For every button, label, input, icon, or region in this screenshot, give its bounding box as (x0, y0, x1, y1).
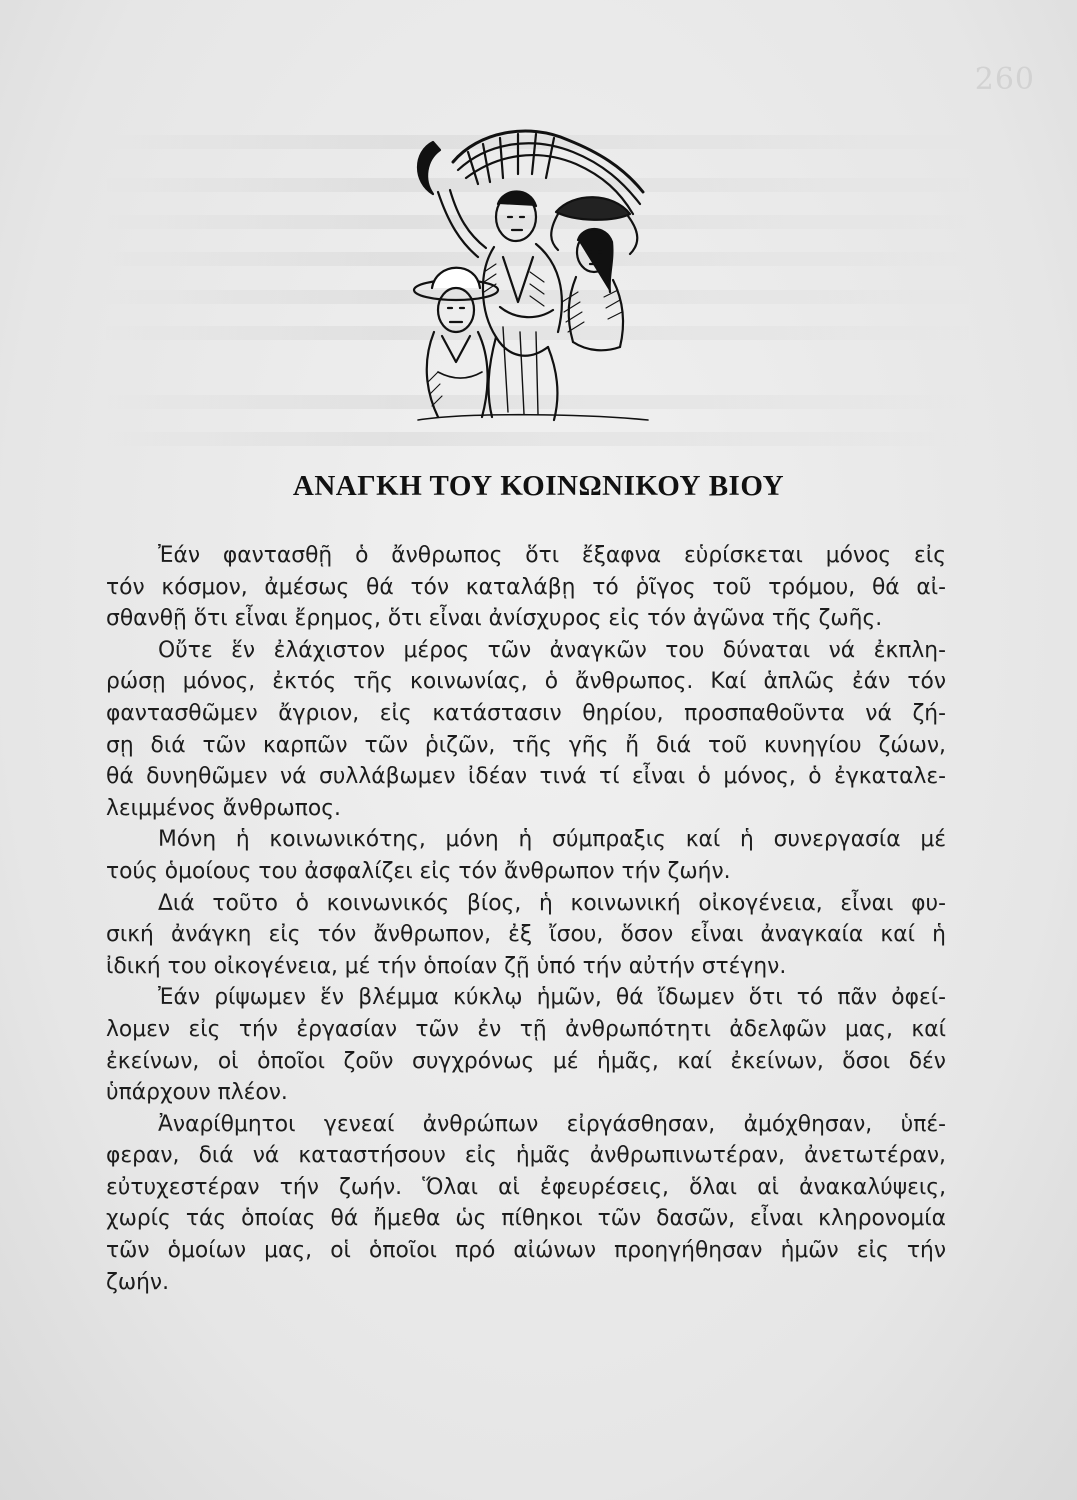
text-line: σῃ διά τῶν καρπῶν τῶν ῥιζῶν, τῆς γῆς ἤ διά τοῦ κυνηγίου ζώων, (106, 732, 946, 758)
text-line: εὐτυχεστέραν τήν ζωήν. Ὅλαι αἱ ἐφευρέσεις, ὅλαι αἱ ἀνακαλύψεις, (106, 1174, 946, 1200)
page-title: ΑΝΑΓΚΗ ΤΟΥ ΚΟΙΝΩΝΙΚΟΥ ΒΙΟΥ (292, 470, 785, 502)
text-line: Ἐάν ρίψωμεν ἕν βλέμμα κύκλῳ ἡμῶν, θά ἴδωμεν ὅτι τό πᾶν ὀφεί- (158, 985, 946, 1011)
body-text (106, 540, 946, 1298)
text-line: φαντασθῶμεν ἄγριον, εἰς κατάστασιν θηρίου, προσπαθοῦντα νά ζή- (106, 700, 946, 726)
text-line: τῶν ὁμοίων μας, οἱ ὁποῖοι πρό αἰώνων προηγήθησαν ἡμῶν εἰς τήν (106, 1238, 946, 1264)
text-line: ἰδική του οἰκογένεια, μέ τήν ὁποίαν ζῇ ὑπό τήν αὐτήν στέγην. (106, 953, 787, 979)
paragraph (106, 540, 946, 635)
text-line: Ἀναρίθμητοι γενεαί ἀνθρώπων εἰργάσθησαν, ἀμόχθησαν, ὑπέ- (158, 1111, 946, 1137)
paragraph (106, 1109, 946, 1299)
paragraph (106, 888, 946, 983)
page-number: 260 (974, 62, 1035, 97)
paragraph (106, 635, 946, 825)
text-line: τούς ὁμοίους του ἀσφαλίζει εἰς τόν ἄνθρωπον τήν ζωήν. (106, 858, 731, 884)
bleed-through-line (100, 432, 980, 446)
text-line: Οὔτε ἕν ἐλάχιστον μέρος τῶν ἀναγκῶν του δύναται νά ἐκπλη- (158, 637, 946, 663)
paragraph (106, 982, 946, 1108)
woodcut-harvest-workers-icon (408, 122, 653, 422)
text-line: λειμμένος ἄνθρωπος. (106, 795, 341, 821)
text-line: σική ἀνάγκη εἰς τόν ἄνθρωπον, ἐξ ἴσου, ὅσον εἶναι ἀναγκαία καί ἡ (106, 922, 946, 948)
text-line: φεραν, διά νά καταστήσουν εἰς ἡμᾶς ἀνθρωπινωτέραν, ἀνετωτέραν, (106, 1143, 946, 1169)
text-line: ζωήν. (106, 1269, 170, 1295)
text-line: ρώσῃ μόνος, ἐκτός τῆς κοινωνίας, ὁ ἄνθρωπος. Καί ἁπλῶς ἐάν τόν (106, 669, 946, 695)
text-line: χωρίς τάς ὁποίας θά ἤμεθα ὡς πίθηκοι τῶν δασῶν, εἶναι κληρονομία (106, 1206, 946, 1232)
paragraph (106, 824, 946, 887)
text-line: τόν κόσμον, ἀμέσως θά τόν καταλάβῃ τό ῥῖγος τοῦ τρόμου, θά αἰ- (106, 574, 946, 600)
text-line: Ἐάν φαντασθῇ ὁ ἄνθρωπος ὅτι ἔξαφνα εὑρίσκεται μόνος εἰς (158, 543, 946, 568)
text-line: ἐκείνων, οἱ ὁποῖοι ζοῦν συγχρόνως μέ ἡμᾶς, καί ἐκείνων, ὅσοι δέν (106, 1048, 946, 1074)
text-line: Μόνη ἡ κοινωνικότης, μόνη ἡ σύμπραξις καί ἡ συνεργασία μέ (158, 827, 946, 853)
text-line: σθανθῇ ὅτι εἶναι ἔρημος, ὅτι εἶναι ἀνίσχυρος εἰς τόν ἀγῶνα τῆς ζωῆς. (106, 606, 883, 632)
text-line: Διά τοῦτο ὁ κοινωνικός βίος, ἡ κοινωνική οἰκογένεια, εἶναι φυ- (158, 890, 946, 916)
text-line: λομεν εἰς τήν ἐργασίαν τῶν ἐν τῇ ἀνθρωπότητι ἀδελφῶν μας, καί (106, 1016, 946, 1042)
text-line: ὑπάρχουν πλέον. (106, 1080, 288, 1106)
text-line: θά δυνηθῶμεν νά συλλάβωμεν ἰδέαν τινά τί εἶναι ὁ μόνος, ὁ ἐγκαταλε- (106, 764, 946, 790)
